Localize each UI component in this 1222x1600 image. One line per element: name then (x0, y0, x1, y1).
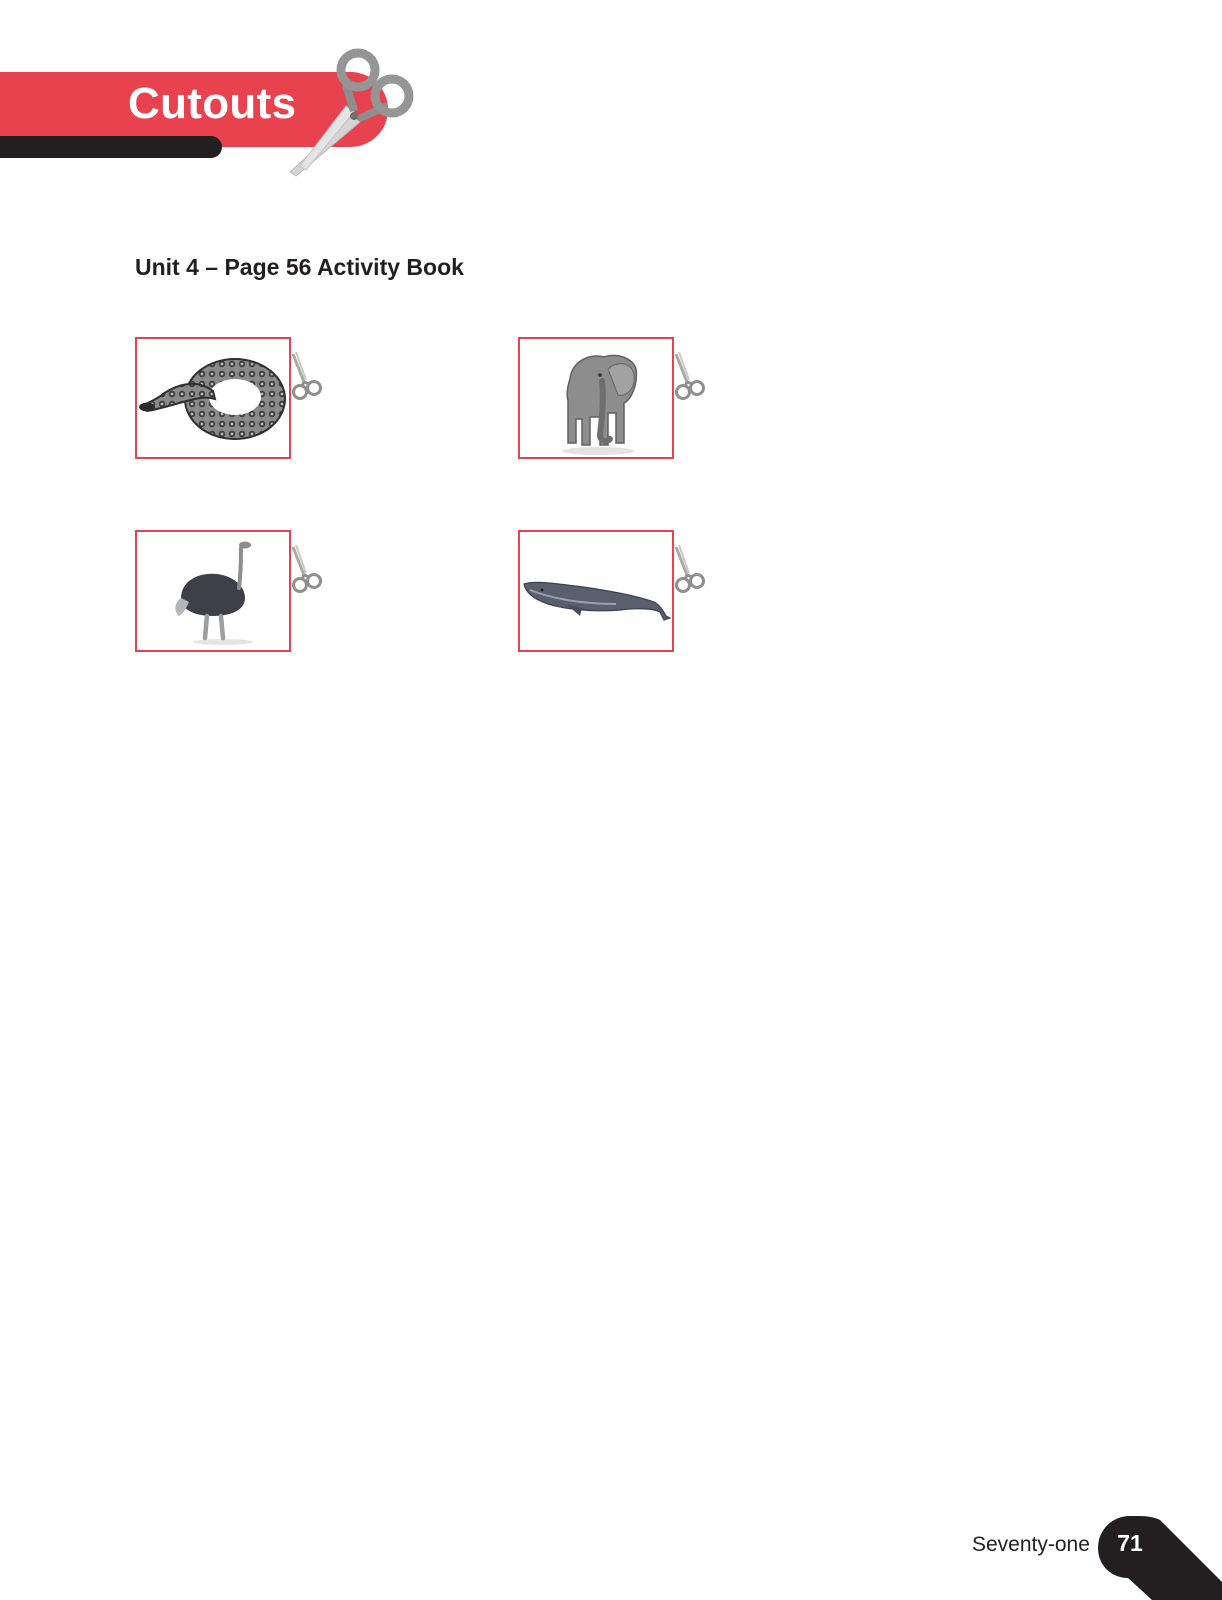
scissors-icon (290, 352, 326, 408)
cutout-card-snake[interactable] (135, 337, 291, 459)
page-number-word: Seventy-one (972, 1533, 1090, 1556)
cutout-card-whale[interactable] (518, 530, 674, 652)
page-number: 71 (1117, 1530, 1143, 1556)
banner-dark-bar (0, 136, 222, 158)
scissors-icon (280, 46, 420, 182)
ostrich-image (137, 532, 289, 650)
whale-image (520, 532, 672, 650)
cutout-card-ostrich[interactable] (135, 530, 291, 652)
cutout-card-elephant[interactable] (518, 337, 674, 459)
elephant-image (520, 339, 672, 457)
section-heading: Unit 4 – Page 56 Activity Book (135, 254, 464, 280)
scissors-icon (290, 545, 326, 601)
scissors-icon (673, 352, 709, 408)
snake-image (137, 339, 289, 457)
header-banner (0, 46, 420, 186)
scissors-icon (673, 545, 709, 601)
page-title: Cutouts (128, 79, 297, 128)
page-number-tab (1098, 1516, 1222, 1600)
